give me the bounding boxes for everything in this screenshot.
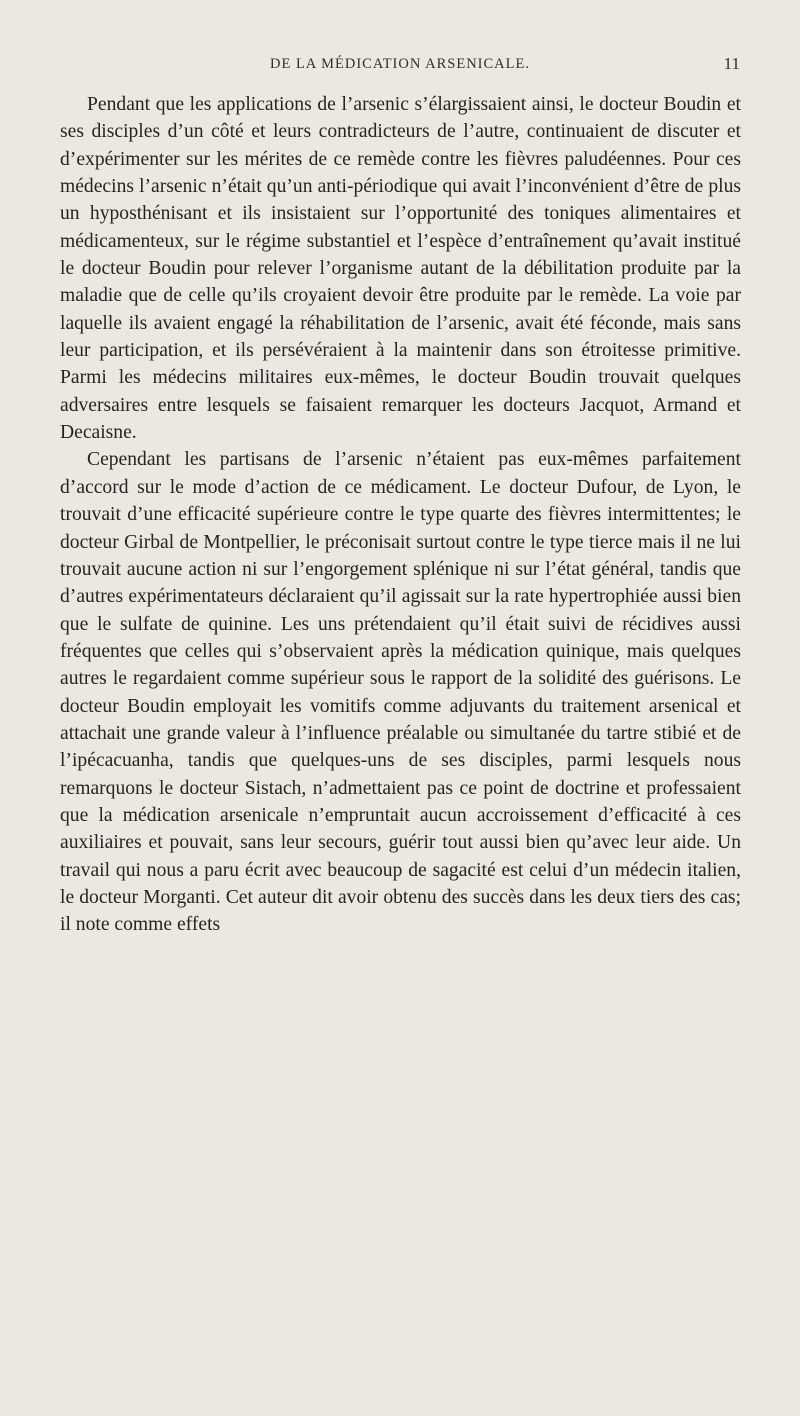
page-number: 11: [723, 54, 740, 73]
running-head: [60, 56, 740, 80]
body-text: [60, 91, 741, 939]
paragraph-1: Pendant que les applications de l’arsenic s’élargissaient ainsi, le docteur Boudin et ses disciples d’un côté et leurs contradicteurs de l’autre, continuaient de discuter et d’expérimenter sur les mérites de ce remède contre les fièvres paludéennes. Pour ces médecins l’arsenic n’était qu’un anti-périodique qui avait l’inconvénient d’être de plus un hyposthénisant et ils insistaient sur l’opportunité des toniques alimentaires et médicamenteux, sur le régime substantiel et l’espèce d’entraînement qu’avait institué le docteur Boudin pour relever l’organisme autant de la débilitation produite par la maladie que de celle qu’ils croyaient devoir être produite par le remède. La voie par laquelle ils avaient engagé la réhabilitation de l’arsenic, avait été féconde, mais sans leur participation, et ils persévéraient à la maintenir dans son étroitesse primitive. Parmi les médecins militaires eux-mêmes, le docteur Boudin trouvait quelques adversaires entre lesquels se faisaient remarquer les docteurs Jacquot, Armand et Decaisne.: [60, 94, 741, 444]
paragraph-2: Cependant les partisans de l’arsenic n’étaient pas eux-mêmes parfaitement d’accord sur le mode d’action de ce médicament. Le docteur Dufour, de Lyon, le trouvait d’une efficacité supérieure contre le type quarte des fièvres intermittentes; le docteur Girbal de Montpellier, le préconisait surtout contre le type tierce mais il ne lui trouvait aucune action ni sur l’engorgement splénique ni sur l’état général, tandis que d’autres expérimentateurs déclaraient qu’il agissait sur la rate hypertrophiée aussi bien que le sulfate de quinine. Les uns prétendaient qu’il était suivi de récidives aussi fréquentes que celles qui s’observaient après la médication quinique, mais quelques autres le regardaient comme supérieur sous le rapport de la solidité des guérisons. Le docteur Boudin employait les vomitifs comme adjuvants du traitement arsenical et attachait une grande valeur à l’influence préalable ou simultanée du tartre stibié et de l’ipécacuanha, tandis que quelques-uns de ses disciples, parmi lesquels nous remarquons le docteur Sistach, n’admettaient pas ce point de doctrine et professaient que la médication arsenicale n’empruntait aucun accroissement d’efficacité à ces auxiliaires et pouvait, sans leur secours, guérir tout aussi bien qu’avec leur aide. Un travail qui nous a paru écrit avec beaucoup de sagacité est celui d’un médecin italien, le docteur Morganti. Cet auteur dit avoir obtenu des succès dans les deux tiers des cas; il note comme effets: [60, 449, 741, 936]
running-title: DE LA MÉDICATION ARSENICALE.: [270, 56, 530, 72]
